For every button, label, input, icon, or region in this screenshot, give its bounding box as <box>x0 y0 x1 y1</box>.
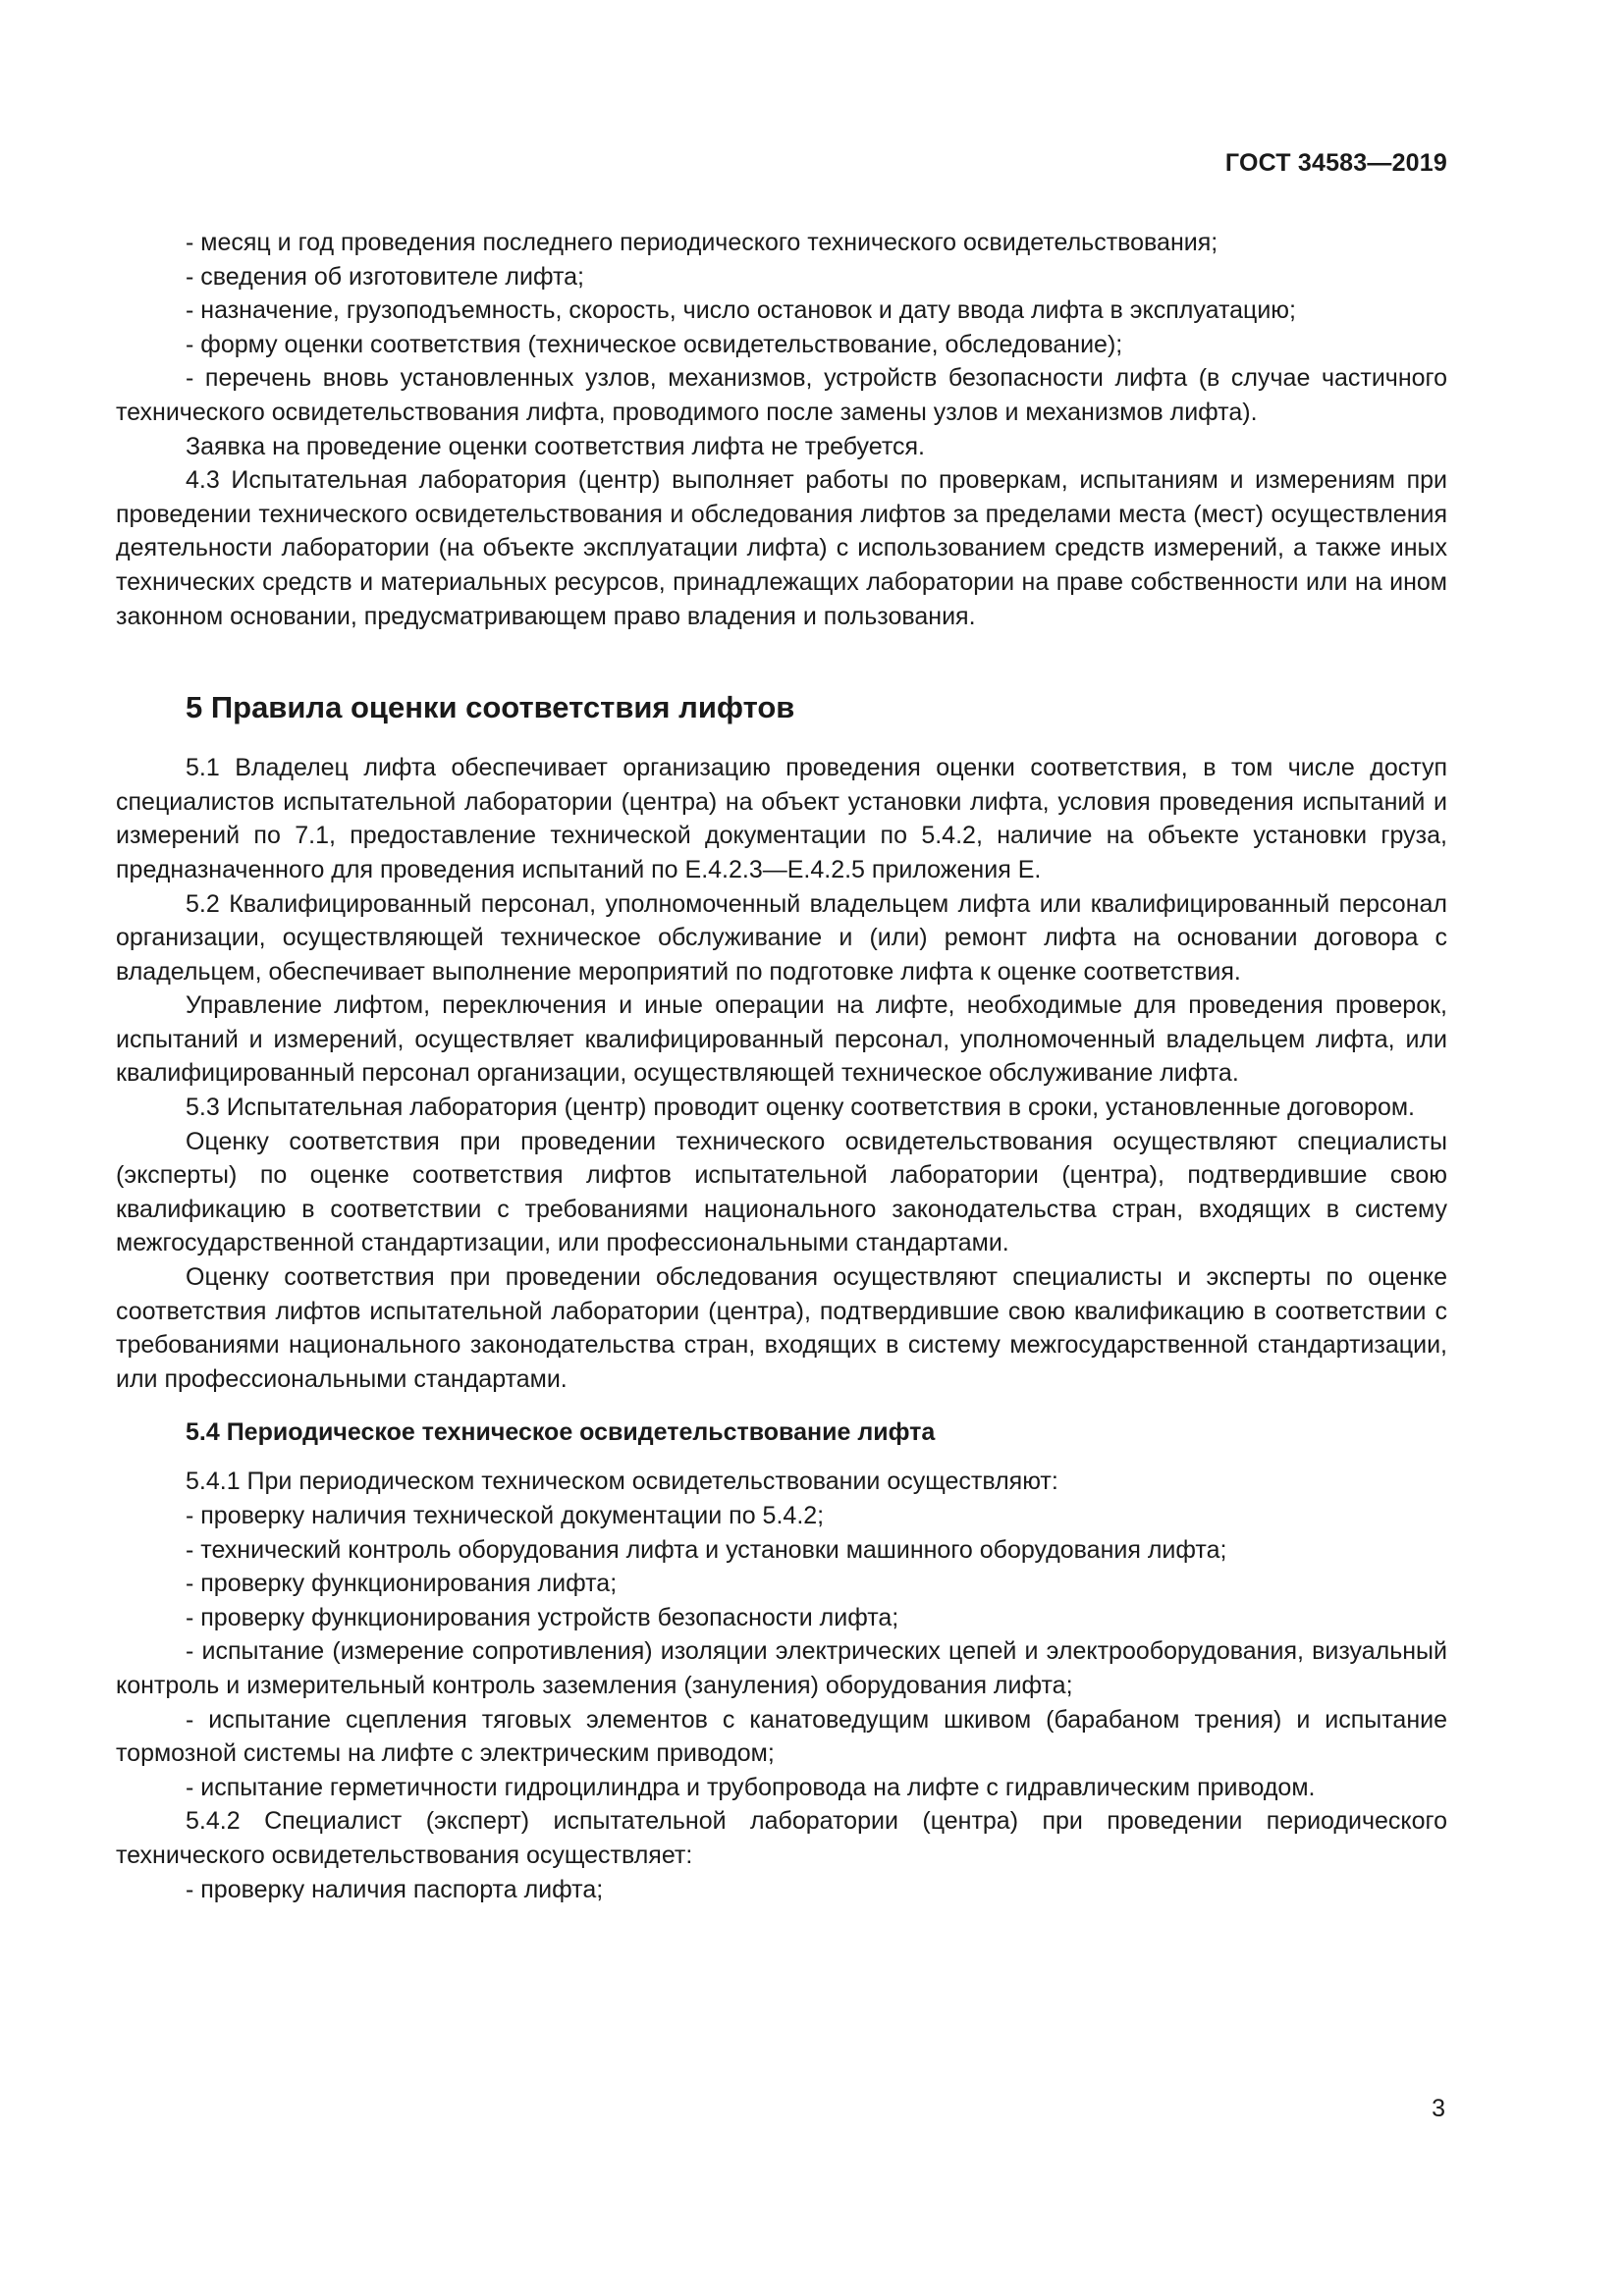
list-item: - проверку функционирования лифта; <box>186 1570 618 1598</box>
list-item: - проверку функционирования устройств безопасности лифта; <box>186 1603 899 1631</box>
paragraph: Оценку соответствия при проведении технического освидетельствования осуществляют специалисты (эксперты) по оценке соответствия лифтов испытательной лаборатории (центра), подтвердившие свою квалификацию в соответствии с требованиями национального законодательства стран, входящих в систему межгосударственной стандартизации, или профессиональными стандартами. <box>116 1127 1447 1257</box>
list-item: - испытание сцепления тяговых элементов с канатоведущим шкивом (барабаном трения) и испытание тормозной системы на лифте с электрическим приводом; <box>116 1705 1447 1768</box>
paragraph-5-3: 5.3 Испытательная лаборатория (центр) проводит оценку соответствия в сроки, установленные договором. <box>186 1094 1415 1122</box>
paragraph-5-2: 5.2 Квалифицированный персонал, уполномоченный владельцем лифта или квалифицированный персонал организации, осуществляющей техническое обслуживание и (или) ремонт лифта на основании договора с владельцем, обеспечивает выполнение мероприятий по подготовке лифта к оценке соответствия. <box>116 889 1447 986</box>
paragraph-5-4-2: 5.4.2 Специалист (эксперт) испытательной лаборатории (центра) при проведении периодического технического освидетельствования осуществляет: <box>116 1807 1447 1869</box>
section-5-title: 5 Правила оценки соответствия лифтов <box>186 690 795 725</box>
list-item: - сведения об изготовителе лифта; <box>186 262 584 291</box>
subsection-5-4-title: 5.4 Периодическое техническое освидетельствование лифта <box>186 1418 936 1447</box>
list-item: - месяц и год проведения последнего периодического технического освидетельствования; <box>186 229 1218 256</box>
list-item: - назначение, грузоподъемность, скорость, число остановок и дату ввода лифта в эксплуатацию; <box>186 296 1296 325</box>
paragraph: Управление лифтом, переключения и иные операции на лифте, необходимые для проведения проверок, испытаний и измерений, осуществляет квалифицированный персонал, уполномоченный владельцем лифта, или квалифицированный персонал организации, осуществляющей техническое обслуживание лифта. <box>116 991 1447 1088</box>
list-item: - форму оценки соответствия (техническое освидетельствование, обследование); <box>186 330 1123 358</box>
paragraph-4-3: 4.3 Испытательная лаборатория (центр) выполняет работы по проверкам, испытаниям и измерениям при проведении технического освидетельствования и обследования лифтов за пределами места (мест) осуществления деятельности лаборатории (на объекте эксплуатации лифта) с использованием средств измерений, а также иных технических средств и материальных ресурсов, принадлежащих лаборатории на праве собственности или на ином законном основании, предусматривающем право владения и пользования. <box>116 466 1447 630</box>
list-item: - испытание (измерение сопротивления) изоляции электрических цепей и электрооборудования, визуальный контроль и измерительный контроль заземления (зануления) оборудования лифта; <box>116 1637 1447 1699</box>
paragraph-5-1: 5.1 Владелец лифта обеспечивает организацию проведения оценки соответствия, в том числе доступ специалистов испытательной лаборатории (центра) на объект установки лифта, условия проведения испытаний и измерений по 7.1, предоставление технической документации по 5.4.2, наличие на объекте установки груза, предназначенного для проведения испытаний по Е.4.2.3—Е.4.2.5 приложения Е. <box>116 754 1447 883</box>
page-content <box>116 226 1447 1906</box>
paragraph-5-4-1: 5.4.1 При периодическом техническом освидетельствовании осуществляют: <box>186 1468 1058 1496</box>
page-number: 3 <box>1432 2095 1445 2122</box>
list-item: - проверку наличия паспорта лифта; <box>186 1875 604 1903</box>
standard-header: ГОСТ 34583—2019 <box>1224 149 1447 177</box>
list-item: - технический контроль оборудования лифта и установки машинного оборудования лифта; <box>186 1535 1227 1564</box>
list-item: - проверку наличия технической документации по 5.4.2; <box>186 1502 825 1529</box>
paragraph: Заявка на проведение оценки соответствия лифта не требуется. <box>186 432 925 460</box>
list-item: - перечень вновь установленных узлов, механизмов, устройств безопасности лифта (в случае частичного технического освидетельствования лифта, проводимого после замены узлов и механизмов лифта). <box>116 364 1447 426</box>
list-item: - испытание герметичности гидроцилиндра и трубопровода на лифте с гидравлическим приводом. <box>186 1773 1316 1801</box>
paragraph: Оценку соответствия при проведении обследования осуществляют специалисты и эксперты по оценке соответствия лифтов испытательной лаборатории (центра), подтвердившие свою квалификацию в соответствии с требованиями национального законодательства стран, входящих в систему межгосударственной стандартизации, или профессиональными стандартами. <box>116 1263 1447 1393</box>
